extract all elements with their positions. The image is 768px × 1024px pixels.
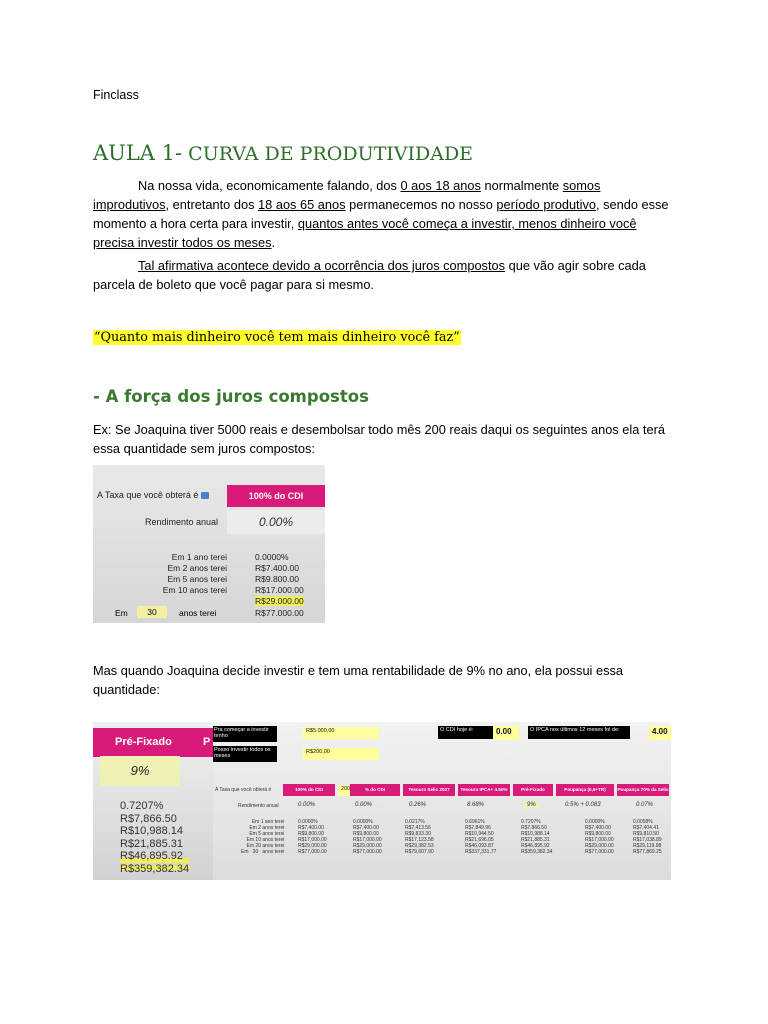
column-header: Poupança (0,5+TR) [556, 784, 614, 796]
p1-underline-unproductive: somos improdutivos [93, 178, 601, 212]
cut-header-label: P [203, 736, 211, 748]
p1-text: . [271, 235, 276, 250]
title-prefix: AULA 1- [93, 141, 183, 165]
table-column: 0.0217% R$7,413.56 R$9,833.30 R$17,123.58 R$29,382.53 R$79,607.90 [405, 819, 434, 855]
calculator-screenshot-simple [93, 465, 325, 623]
calculator-screenshot-full [93, 722, 671, 880]
start-label: Pra começar a investir tenho [213, 726, 277, 742]
result-label: Em 10 anos terei [162, 585, 227, 595]
p1-underline-age2: 18 aos 65 anos [258, 197, 346, 212]
cdi-percent-input[interactable]: 200 [338, 785, 352, 796]
table-column: 0.0000% R$7,400.00 R$9,800.00 R$17,000.00 R$29,000.00 R$77,000.00 [353, 819, 382, 855]
years-suffix: anos terei [179, 608, 217, 618]
p2-text: que vão agir sobre cada parcela de boleto que você pagar para si mesmo. [93, 258, 646, 292]
ipca-value[interactable]: 4.00 [649, 726, 671, 740]
yield-label: Rendimento anual [145, 517, 219, 527]
title-rest: CURVA DE PRODUTIVIDADE [188, 143, 474, 165]
yield-value: 0.00% [355, 802, 373, 808]
result-label: Em 5 anos terei [167, 574, 227, 584]
table-column: 0.0058% R$7,404.41 R$9,810.50 R$17,038.89 R$29,119.98 R$77,869.25 [633, 819, 662, 855]
years-input[interactable]: 30 [137, 606, 167, 618]
prefixado-header [93, 728, 213, 757]
p1-text: , entretanto dos [165, 197, 259, 212]
rate-label [97, 490, 209, 500]
rate-label-text: A Taxa que você obterá é [97, 490, 199, 500]
yield-value: 0.07% [636, 802, 654, 808]
section-heading: - A força dos juros compostos [93, 387, 369, 406]
column-header: Tesouro IPCA+ 4.50% [458, 784, 510, 796]
prefixado-label: Pré-Fixado [115, 736, 172, 748]
rate-value: 9% [100, 756, 180, 786]
p1-underline-conclusion: quantos antes você começa a investir, menos dinheiro você precisa investir todos os meses [93, 216, 637, 250]
p2-underline: Tal afirmativa acontece devido a ocorrência dos juros compostos [138, 258, 506, 273]
zoomed-value: R$359,382.34 [120, 862, 190, 875]
rate-label: A Taxa que você obterá é [215, 787, 272, 793]
page-title [93, 141, 473, 165]
table-column: 0.7207% R$7,866.50 R$10,988.14 R$21,885.31 R$46,895.92 R$359,382.34 [521, 819, 553, 855]
p1-text: Na nossa vida, economicamente falando, dos [138, 178, 401, 193]
column-header: 100% do CDI [283, 784, 335, 796]
result-value: R$9.800.00 [255, 574, 299, 584]
p1-underline-productive: período produtivo [496, 197, 596, 212]
highlighted-quote: “Quanto mais dinheiro você tem mais dinheiro você faz” [94, 330, 460, 345]
yield-value: 9% [523, 802, 540, 808]
paragraph-1 [93, 176, 673, 252]
result-label: Em 1 ano terei [171, 552, 227, 562]
zoomed-values [120, 800, 189, 875]
result-value: R$7.400.00 [255, 563, 299, 573]
paragraph-2 [93, 256, 673, 294]
row-labels: Em 1 ano terei Em 2 anos terei Em 5 anos terei Em 10 anos terei Em 20 anos terei Em 30 anos terei [241, 819, 285, 855]
p1-text: normalmente [480, 178, 563, 193]
years-prefix: Em [115, 608, 128, 618]
result-value: R$17.000.00 [255, 585, 304, 595]
p1-underline-age: 0 aos 18 anos [400, 178, 481, 193]
cdi-label: O CDI hoje é: [438, 726, 500, 739]
column-header: Poupança 70% da Selic [617, 784, 669, 796]
result-value: 0.0000% [255, 552, 289, 562]
yield-value: 0.00% [227, 510, 325, 534]
column-header: Pré-Fixado [513, 784, 553, 796]
monthly-amount-input[interactable]: R$200,00 [303, 748, 379, 760]
result-value: R$77.000.00 [255, 608, 304, 618]
yield-value: 0.26% [409, 802, 427, 808]
info-icon [201, 492, 209, 499]
yield-value: 8.68% [467, 802, 485, 808]
zoomed-value: R$21,885.31 [120, 837, 183, 850]
table-column: 0.6961% R$7,849.96 R$10,944.50 R$21,696.05 R$46,093.87 R$337,331.77 [465, 819, 497, 855]
start-amount-input[interactable]: R$5.000,00 [303, 727, 379, 739]
cdi-value[interactable]: 0.00 [493, 726, 519, 740]
zoomed-value: 0.7207% [120, 800, 164, 812]
zoomed-column [93, 722, 213, 880]
paragraph-3: Ex: Se Joaquina tiver 5000 reais e desembolsar todo mês 200 reais daqui os seguintes anos ela terá essa quantidade sem juros compostos: [93, 422, 665, 456]
result-value-highlighted: R$29.000.00 [255, 596, 304, 606]
zoomed-value: R$46,895.92 [120, 850, 189, 863]
column-header: % do CDI [350, 784, 400, 796]
yield-value: 0.00% [298, 802, 316, 808]
paragraph-4: Mas quando Joaquina decide investir e tem uma rentabilidade de 9% no ano, ela possui essa quantidade: [93, 663, 623, 697]
yield-label: Rendimento anual [238, 803, 279, 809]
yield-value: 0.5% + 0.083 [565, 802, 601, 808]
p1-text: , sendo esse momento a hora certa para investir, [93, 197, 669, 231]
zoomed-value: R$10,988.14 [120, 825, 183, 837]
brand-label: Finclass [93, 88, 139, 102]
zoomed-value: R$7,866.50 [120, 812, 177, 825]
p1-text: permanecemos no nosso [345, 197, 497, 212]
monthly-label: Posso investir todos os meses [213, 746, 277, 762]
column-header: Tesouro Selic 2027 [403, 784, 455, 796]
rate-value-box: 100% do CDI [227, 485, 325, 507]
ipca-label: O IPCA nos últimos 12 meses foi de: [528, 726, 630, 739]
result-label: Em 2 anos terei [167, 563, 227, 573]
table-column: 0.0000% R$7,400.00 R$9,800.00 R$17,000.00 R$29,000.00 R$77,000.00 [298, 819, 327, 855]
table-column: 0.0000% R$7,400.00 R$9,800.00 R$17,000.00 R$29,000.00 R$77,000.00 [585, 819, 614, 855]
